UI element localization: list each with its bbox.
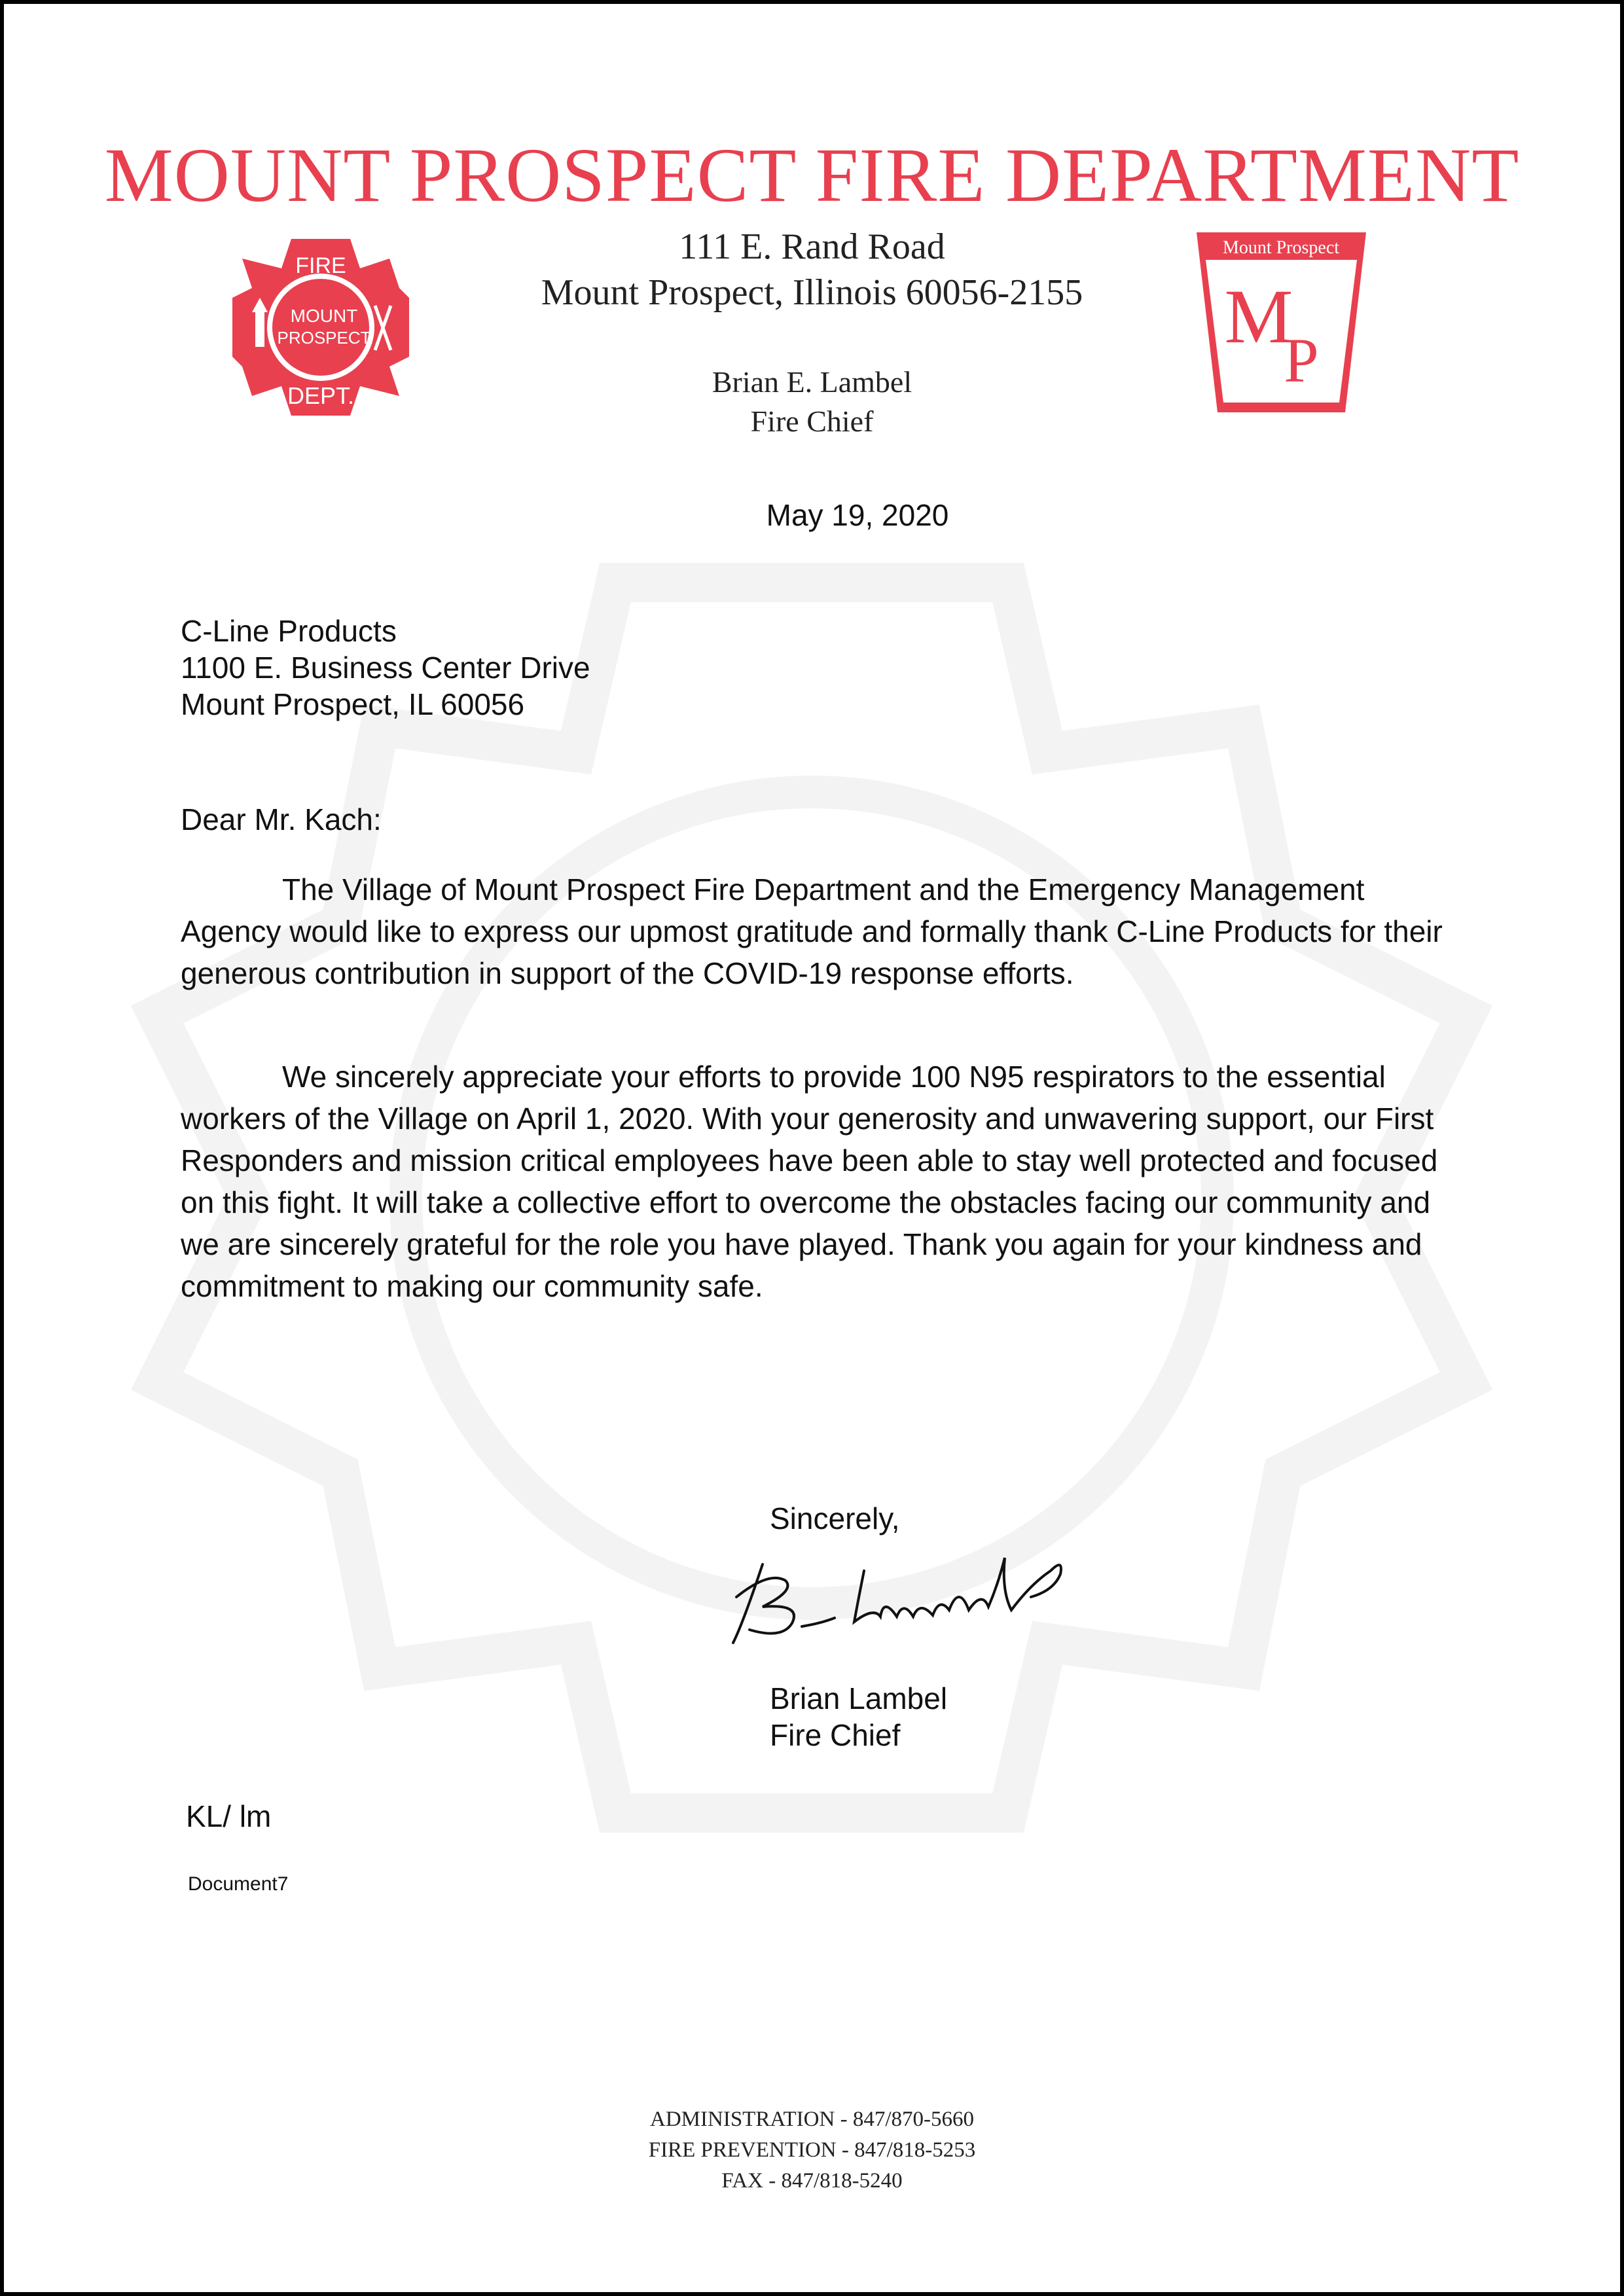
body-paragraph-1: The Village of Mount Prospect Fire Department and the Emergency Management Agency would like to express our upmost gratitude and formally thank C-Line Products for their generous contribution in support of the COVID-19 response efforts.	[181, 872, 1443, 990]
letter-date: May 19, 2020	[766, 498, 949, 532]
salutation: Dear Mr. Kach:	[181, 802, 382, 836]
letterhead-chief-name: Brian E. Lambel	[712, 365, 912, 399]
badge-bottom-text: DEPT.	[287, 382, 355, 409]
closing: Sincerely,	[770, 1501, 900, 1535]
logo-banner-text: Mount Prospect	[1222, 238, 1340, 258]
footer-fax: FAX - 847/818-5240	[721, 2169, 903, 2193]
address-line-1: 111 E. Rand Road	[679, 226, 945, 267]
badge-top-text: FIRE	[295, 253, 346, 278]
badge-center-line1: MOUNT	[290, 306, 358, 326]
address-line-2: Mount Prospect, Illinois 60056-2155	[541, 272, 1083, 313]
recipient-city: Mount Prospect, IL 60056	[181, 687, 525, 721]
signer-name: Brian Lambel	[770, 1681, 948, 1715]
recipient-street: 1100 E. Business Center Drive	[181, 651, 590, 685]
logo-monogram-p: P	[1284, 325, 1319, 395]
handwritten-signature	[723, 1545, 1103, 1649]
logo-monogram-m: M	[1224, 274, 1293, 359]
department-title: MOUNT PROSPECT FIRE DEPARTMENT	[104, 132, 1520, 218]
signer-title: Fire Chief	[770, 1718, 901, 1752]
footer-fire-prevention: FIRE PREVENTION - 847/818-5253	[648, 2138, 976, 2162]
document-reference: Document7	[188, 1873, 289, 1895]
body-paragraph-2: We sincerely appreciate your efforts to provide 100 N95 respirators to the essential workers of the Village on April 1, 2020. With your generosity and unwavering support, our First Responders and mission critical employees have been able to stay well protected and focused on this fight. It will take a collective effort to overcome the obstacles facing our community and we are sincerely grateful for the role you have played. Thank you again for your kindness and commitment to making our community safe.	[181, 1060, 1438, 1303]
mount-prospect-village-logo	[1191, 226, 1371, 416]
badge-center-line2: PROSPECT	[277, 328, 371, 348]
letterhead-chief-title: Fire Chief	[750, 404, 874, 438]
recipient-company: C-Line Products	[181, 614, 397, 648]
reference-initials: KL/ lm	[186, 1799, 272, 1833]
footer-administration: ADMINISTRATION - 847/870-5660	[650, 2108, 974, 2131]
